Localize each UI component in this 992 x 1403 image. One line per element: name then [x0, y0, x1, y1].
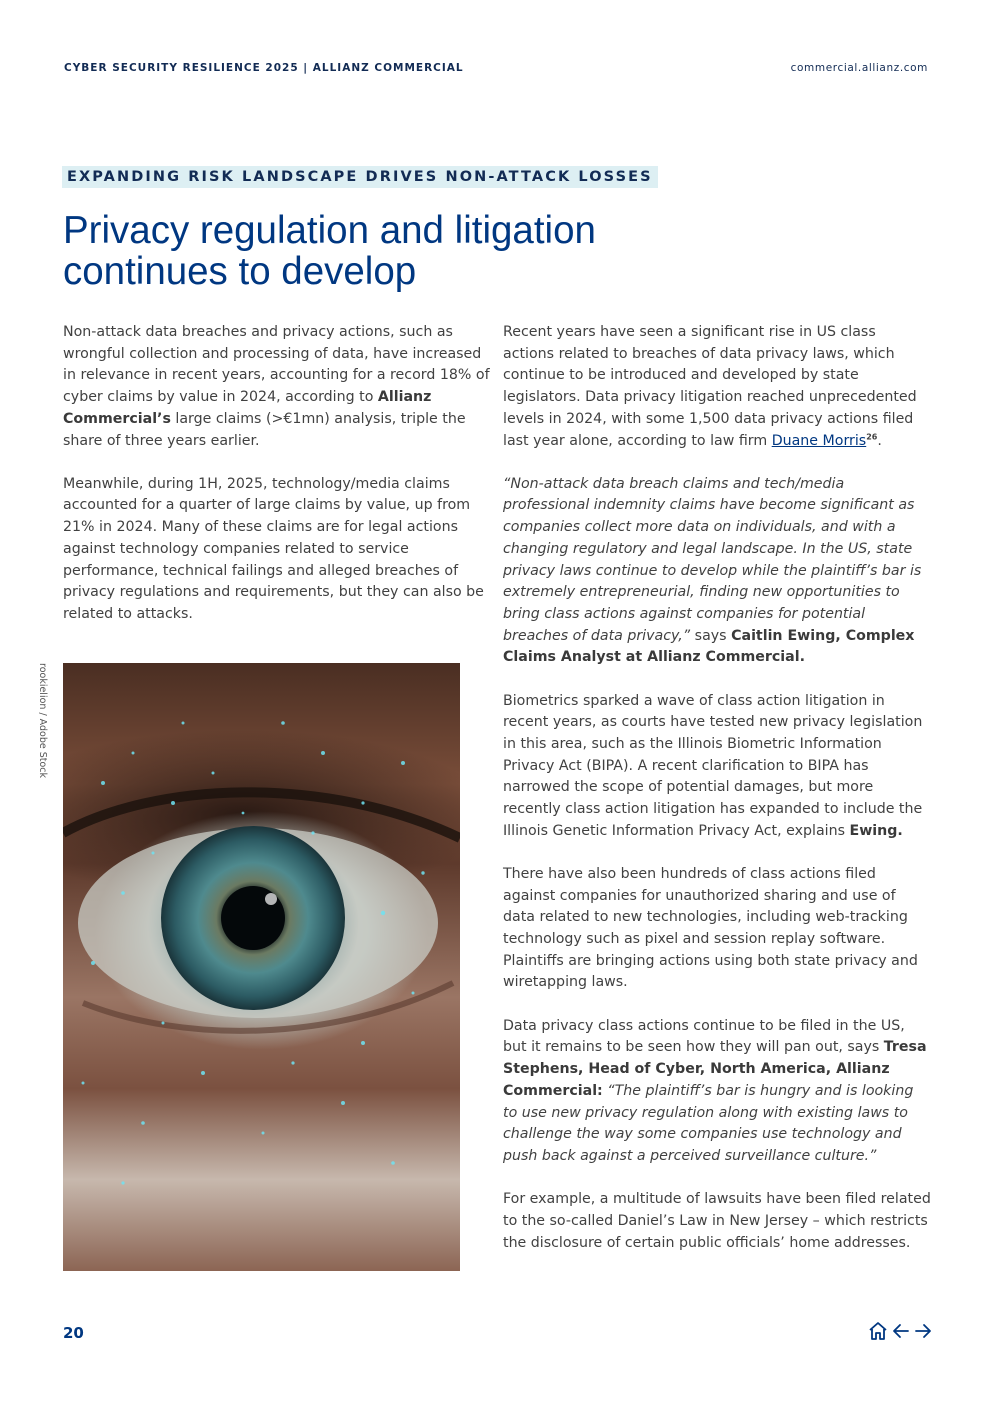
- arrow-right-icon[interactable]: [914, 1321, 932, 1345]
- page-title: Privacy regulation and litigation continues to develop: [63, 209, 596, 293]
- emphasis-allianz: Allianz Commercial’s: [63, 389, 432, 427]
- paragraph-biometrics: Biometrics sparked a wave of class action litigation in recent years, as courts have tested new privacy legislation in this area, such as the Illinois Biometric Information Privacy Act (BIPA). A recent clarification to BIPA has narrowed the scope of potential damages, but more recently class action litigation has expanded to include the Illinois Genetic Information Privacy Act, explains Ewing.: [503, 692, 923, 839]
- paragraph-2: Meanwhile, during 1H, 2025, technology/media claims accounted for a quarter of large claims by value, up from 21% in 2024. Many of these claims are for legal actions against technology companies related to service performance, technical failings and alleged breaches of privacy regulations and requirements, but they can also be related to attacks.: [63, 475, 484, 622]
- header-report-title: CYBER SECURITY RESILIENCE 2025 | ALLIANZ COMMERCIAL: [64, 62, 464, 74]
- home-icon[interactable]: [868, 1321, 888, 1345]
- eye-illustration: [63, 663, 460, 1271]
- arrow-left-icon[interactable]: [892, 1321, 910, 1345]
- eye-photo: [63, 663, 460, 1271]
- paragraph-1: Non-attack data breaches and privacy actions, such as wrongful collection and processing of data, have increased in relevance in recent years, accounting for a record 18% of cyber claims by value in 2024, according to Allianz Commercial’s large claims (>€1mn) analysis, triple the share of three years earlier.: [63, 324, 490, 449]
- left-column: [63, 322, 491, 647]
- paragraph-ewing-quote: “Non-attack data breach claims and tech/media professional indemnity claims have become significant as companies collect more data on individuals, and with a changing regulatory and legal landscape. In the US, state privacy laws continue to develop while the plaintiff’s bar is extremely entrepreneurial, finding new opportunities to bring class actions against companies for potential breaches of data privacy,” says Caitlin Ewing, Complex Claims Analyst at Allianz Commercial.: [503, 475, 922, 666]
- paragraph-tracking: There have also been hundreds of class actions filed against companies for unauthorized sharing and use of data related to new technologies, including web-tracking technology such as pixel and session replay software. Plaintiffs are bringing actions using both state privacy and wiretapping laws.: [503, 865, 918, 991]
- page-number: 20: [63, 1324, 84, 1342]
- right-column: [503, 322, 931, 1276]
- image-credit: rookielion / Adobe Stock: [37, 663, 48, 779]
- paragraph-daniels-law: For example, a multitude of lawsuits have been filed related to the so-called Daniel’s Law in New Jersey – which restricts the disclosure of certain public officials’ home addresses.: [503, 1191, 931, 1251]
- footer-navigation: [868, 1321, 932, 1345]
- footnote-ref[interactable]: 26: [866, 431, 878, 441]
- paragraph-stephens-quote: Data privacy class actions continue to be filed in the US, but it remains to be seen how they will pan out, says Tresa Stephens, Head of Cyber, North America, Allianz Commercial: “The plaintiff’s bar is hungry and is looking to use new privacy regulation along with existing laws to challenge the way some companies use technology and push back against a perceived surveillance culture.”: [503, 1017, 927, 1164]
- section-kicker: EXPANDING RISK LANDSCAPE DRIVES NON-ATTACK LOSSES: [62, 166, 658, 188]
- paragraph-class-actions: Recent years have seen a significant rise in US class actions related to breaches of data privacy laws, which continue to be introduced and developed by state legislators. Data privacy litigation reached unprecedented levels in 2024, with some 1,500 data privacy actions filed last year alone, according to law firm Duane Morris$^{26}$.: [503, 324, 917, 449]
- header-website-link[interactable]: commercial.allianz.com: [790, 62, 928, 74]
- duane-morris-link[interactable]: Duane Morris: [771, 432, 867, 449]
